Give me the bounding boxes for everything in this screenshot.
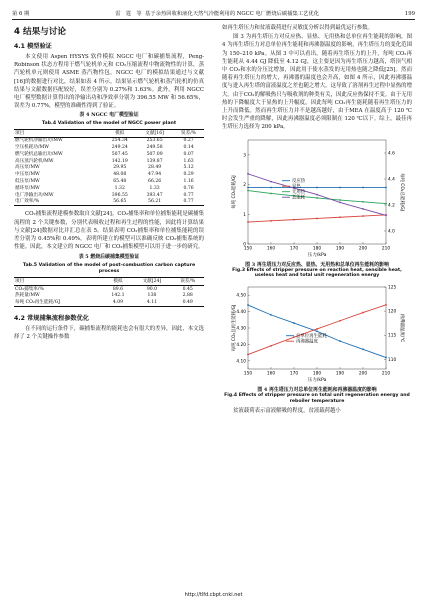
data-point — [316, 193, 318, 195]
x-tick-label: 190 — [335, 246, 345, 252]
table-cell: 0.14 — [183, 145, 194, 151]
header-authors: 雷 霆 等 — [115, 11, 142, 17]
table-cell: 47.94 — [148, 172, 162, 178]
x-tick-label: 210 — [381, 371, 391, 377]
x-tick-label: 200 — [358, 371, 368, 377]
table-cell: 0.76 — [183, 185, 194, 191]
y2-tick-label: 4.4 — [388, 177, 395, 183]
figure-caption-en: Fig.3 Effects of stripper pressure on reaction heat, sensible heat, useless heat and total unit regeneration energy — [232, 267, 402, 279]
data-point — [293, 336, 295, 338]
data-point — [362, 215, 364, 217]
table-cell: 4.09 — [112, 300, 124, 306]
header-title — [115, 9, 319, 17]
table-cell: 循环泵/MW — [15, 185, 40, 191]
left-column — [14, 24, 204, 343]
table-row — [14, 144, 204, 151]
y2-tick-label: 110 — [388, 357, 397, 363]
x-tick-label: 180 — [312, 246, 322, 252]
y-tick-label: 4.40 — [236, 310, 246, 316]
data-point — [339, 186, 341, 188]
running-header — [12, 7, 415, 17]
table-capture-validation — [14, 277, 204, 307]
table-cell: 2.88 — [182, 293, 193, 299]
table-cell: 253.65 — [146, 138, 163, 144]
data-point — [385, 186, 387, 188]
data-point — [339, 216, 341, 218]
data-point — [339, 340, 341, 342]
table-cell: 0.27 — [183, 138, 194, 144]
y2-tick-label: 4.0 — [388, 229, 395, 235]
legend-label: 反应热 — [292, 178, 306, 184]
table-cell: 507.45 — [111, 151, 128, 157]
table-cell: 139.87 — [146, 158, 163, 164]
subsection-title: 4.1 模型验证 — [14, 43, 52, 50]
legend-label: 再沸器温度 — [296, 339, 318, 345]
table-cell: 燃气轮机总输出功/MW — [15, 151, 63, 157]
column-header: 项目 — [15, 278, 25, 284]
x-tick-label: 180 — [312, 371, 322, 377]
table-cell: 142.19 — [111, 158, 128, 164]
y-tick-label: 4.50 — [236, 293, 246, 299]
y-tick-label: 3 — [243, 152, 246, 158]
table-cell: 0.77 — [183, 192, 194, 198]
y2-tick-label: 125 — [388, 285, 397, 291]
data-point — [247, 189, 249, 191]
data-point — [270, 345, 272, 347]
data-point — [247, 186, 249, 188]
table-cell: 0.29 — [183, 172, 194, 178]
table-cell: 0.49 — [182, 300, 193, 306]
table-cell: 28.49 — [148, 165, 162, 171]
paragraph: CO₂捕集流程建模参数取自文献[24]。CO₂捕集率和单位捕集能耗是碳捕集流程的 2 个关键参数，分别代表吸收过程和再生过程的性能，因此将计算结果与文献[24]数据对比并汇总在表 5。结果表明 CO₂捕集率和单位捕集能耗的误差分别为 0.45%和 0.49%，表明所建立的模型可以准确反映 CO₂捕集系统的性能。因此，本文建立的 NGCC 电厂和 CO₂捕集模型可以用于进一步的研究。 — [14, 211, 204, 251]
table-row — [14, 178, 204, 185]
table-cell: 48.08 — [113, 172, 127, 178]
table-cell: 中压泵/MW — [15, 172, 40, 178]
table-row — [14, 172, 204, 179]
data-point — [247, 354, 249, 356]
data-point — [270, 220, 272, 222]
data-point — [247, 221, 249, 223]
table-cell: 56.65 — [113, 199, 127, 205]
table-cell: 热耗量/MW — [15, 293, 40, 299]
table-row — [14, 185, 204, 192]
table-cell: 507.09 — [146, 151, 163, 157]
table-caption: 表 5 燃烧后碳捕集模型验证 — [78, 254, 140, 261]
data-point — [385, 202, 387, 204]
x-tick-label: 160 — [266, 246, 276, 252]
data-point — [385, 357, 387, 359]
table-cell: 254.34 — [111, 138, 128, 144]
table-cell: 电厂净输出功/MW — [15, 192, 54, 198]
data-point — [247, 304, 249, 306]
figure-4-chart — [222, 283, 412, 383]
paragraph: 在不同的运行条件下，碳捕集流程的能耗也会有很大的差异，因此，本文选择了 2 个关键操作参数 — [14, 326, 204, 341]
column-header: 模拟 — [115, 130, 125, 136]
figure-caption-en: Fig.4 Effects of stripper pressure on total unit regeneration energy and reboiler temperature — [224, 393, 410, 404]
table-cell: 低压泵/MW — [15, 178, 40, 184]
table-row — [14, 199, 204, 206]
table-cell: 电厂效率/% — [15, 199, 40, 205]
table-cell: 66.26 — [148, 178, 162, 184]
data-point — [339, 201, 341, 203]
data-point — [316, 197, 318, 199]
data-point — [362, 348, 364, 350]
data-point — [385, 214, 387, 216]
table-caption: 表 4 NGCC 电厂模型验证 — [79, 112, 139, 119]
y2-axis-label: 每吨 CO₂总能耗/GJ — [399, 172, 404, 211]
data-point — [339, 320, 341, 322]
table-cell: 90.0 — [146, 286, 158, 292]
y2-tick-label: 120 — [388, 309, 397, 315]
column-header: 误差/% — [180, 278, 196, 284]
right-column — [222, 24, 412, 417]
y2-tick-label: 4.6 — [388, 151, 395, 157]
x-tick-label: 160 — [266, 371, 276, 377]
column-header: 项目 — [15, 130, 25, 136]
y-axis-label: 每吨 CO₂能耗/GJ — [232, 174, 237, 209]
figure-4 — [222, 283, 412, 404]
column-header: 模拟 — [113, 278, 123, 284]
y-tick-label: 4.20 — [236, 342, 246, 348]
table-row — [14, 158, 204, 165]
x-axis-label: 压力/kPa — [307, 252, 327, 258]
data-point — [293, 322, 295, 324]
data-point — [316, 330, 318, 332]
data-point — [339, 199, 341, 201]
column-header: 误差/% — [181, 130, 197, 136]
data-point — [362, 208, 364, 210]
figure-caption: 图 3 再生塔压力对反应热、显热、无用热和总单位再生能耗的影响 — [245, 261, 389, 268]
table-cell: 138 — [147, 293, 157, 299]
x-tick-label: 170 — [289, 246, 299, 252]
data-point — [316, 186, 318, 188]
legend-label: 总能耗 — [292, 195, 306, 201]
table-cell: 396.55 — [111, 192, 128, 198]
table-caption-en: Tab.5 Validation of the model of post-combustion carbon capture process — [22, 262, 196, 274]
table-row — [14, 285, 204, 292]
x-tick-label: 190 — [335, 371, 345, 377]
table-row — [14, 165, 204, 172]
x-tick-label: 210 — [381, 246, 391, 252]
legend-label: 总单位再生能耗 — [296, 334, 327, 340]
paragraph: 本文使用 Aspen HYSYS 软件模拟 NGCC 电厂和碳捕集流程，Peng-Robinson 状态方程用于燃气轮机单元和 CO₂压缩流程中物流物性的计算，蒸汽轮机单元则使用 ASME 蒸汽物性包。NGCC 电厂的模拟结果通过与文献[16]的数据进行对比，结果如表 4 所示。结果显示燃气轮机和蒸汽轮机的仿真结果与文献数据匹配较好，误差分别为 0.27%和 1.63%。此外，利用 NGCC 电厂模型数据计算得出的净输出功和净效率分别为 396.55 MW 和 56.65%，误差为 0.77%，模型的准确性得到了验证。 — [14, 54, 204, 110]
table-cell: 5.12 — [183, 165, 194, 171]
figure-3 — [222, 136, 412, 279]
table-cell: 每吨 CO₂再生能耗/GJ — [15, 300, 61, 306]
table-cell: 1.63 — [183, 158, 194, 164]
table-cell: 29.95 — [113, 165, 127, 171]
data-point — [316, 217, 318, 219]
table-caption-en: Tab.4 Validation of the model of NGCC power plant — [41, 120, 177, 126]
data-point — [270, 192, 272, 194]
figure-caption: 图 4 再生塔压力对总单位再生能耗和再沸器温度的影响 — [257, 387, 377, 394]
table-cell: 0.07 — [183, 151, 194, 157]
footer-url: http://tlfd.cbpt.cnki.net — [184, 592, 243, 598]
table-cell: 393.47 — [146, 192, 163, 198]
data-point — [362, 201, 364, 203]
table-cell: 1.32 — [114, 185, 125, 191]
table-cell: 249.58 — [146, 145, 163, 151]
legend-label: 无用热 — [292, 189, 306, 195]
x-axis-label: 压力/kPa — [307, 378, 327, 384]
data-point — [362, 312, 364, 314]
paragraph: 图 3 为再生塔压力对反应热、显热、无用热和总单位再生能耗的影响，图 4 为再生塔压力对总单位再生能耗和再沸器温度的影响，再生塔压力的变化范围为 150–210 kPa。从图 3 中可以看出，随着再生塔压力的上升，每吨 CO₂再生能耗从 4.44 GJ 降低至 4.12 GJ，这主要是因为再生塔压力越高，塔顶气相中 CO₂和水的分压比增加，因此用于使水蒸发的无用热也随之降低[25]。然而随着再生塔压力的增大，再沸器的温度也会升高，如图 4 所示，因此再沸器温度与进入再生塔的富液温度之差也随之增大，这导致了溶剂再生过程中显热的增大。由于CO₂的解吸热只与吸收剂的种类有关，因此反应热保持不变。由于无用热的下降幅度大于显热的上升幅度，因此每吨 CO₂再生能耗随着再生塔压力的上升而降低。然而再生塔压力并不是越高越好，由于MEA 在温度高于 120 ℃时会发生严重的降解，因此再沸器温度必须限制在 120 ℃以下。综上，最佳再生塔压力选择为 200 kPa。 — [222, 34, 412, 131]
y-tick-label: 4.30 — [236, 326, 246, 332]
x-tick-label: 170 — [289, 371, 299, 377]
table-ngcc-validation — [14, 129, 204, 207]
table-row — [14, 137, 204, 144]
subsection-title: 4.2 常规捕集流程参数优化 — [14, 315, 89, 323]
table-row — [14, 299, 204, 306]
table-cell: 1.33 — [149, 185, 160, 191]
issue-number: 第 6 期 — [12, 11, 30, 17]
y2-tick-label: 4.2 — [388, 203, 395, 209]
x-tick-label: 150 — [243, 246, 253, 252]
table-cell: CO₂捕集率/% — [15, 286, 44, 292]
table-row — [14, 192, 204, 199]
table-cell: 89.6 — [112, 286, 124, 292]
header-rule — [12, 19, 415, 20]
table-cell: 65.48 — [113, 178, 127, 184]
legend-label: 显热 — [292, 184, 301, 190]
table-cell: 0.45 — [182, 286, 193, 292]
table-header-row — [14, 129, 204, 137]
table-row — [14, 151, 204, 158]
table-cell: 56.21 — [148, 199, 162, 205]
x-tick-label: 200 — [358, 246, 368, 252]
y-tick-label: 2 — [243, 182, 246, 188]
table-cell: 249.24 — [111, 145, 128, 151]
y-axis-label: 每吨 CO₂总再生能耗/GJ — [232, 304, 237, 352]
data-point — [270, 180, 272, 182]
table-header-row — [14, 278, 204, 286]
paragraph: 如再生塔压力和贫液载荷进行灵敏度分析以得到最优运行参数。 — [222, 25, 373, 31]
data-point — [270, 314, 272, 316]
data-point — [362, 186, 364, 188]
y-tick-label: 4.10 — [236, 359, 246, 365]
header-article-title: 基于余热回收和液化天然气冷能利用的 NGCC 电厂燃烧后碳捕集工艺优化 — [145, 11, 320, 17]
section-title: 4 结果与讨论 — [14, 27, 66, 37]
y2-axis-label: 再沸器温度/℃ — [399, 313, 404, 343]
y-tick-label: 0 — [243, 242, 246, 248]
table-cell: 高压泵/MW — [15, 165, 40, 171]
table-cell: 4.11 — [146, 300, 158, 306]
data-point — [270, 186, 272, 188]
data-point — [316, 328, 318, 330]
table-cell: 1.16 — [183, 178, 194, 184]
paragraph: 贫液载荷表示富液解吸的程度，贫液载荷越小 — [233, 408, 341, 415]
table-row — [14, 293, 204, 300]
column-header: 文献[16] — [145, 130, 164, 136]
page-number: 199 — [404, 11, 415, 17]
data-point — [247, 173, 249, 175]
figure-3-chart — [222, 136, 412, 258]
table-cell: 空压机耗功/MW — [15, 145, 49, 151]
plot-frame — [248, 140, 386, 244]
data-point — [385, 304, 387, 306]
column-header: 文献[24] — [142, 278, 162, 284]
data-point — [293, 218, 295, 220]
table-cell: 高压蒸汽轮机/MW — [15, 158, 54, 164]
y-tick-label: 1 — [243, 212, 246, 218]
table-cell: 0.77 — [183, 199, 194, 205]
plot-frame — [248, 287, 386, 369]
x-tick-label: 150 — [243, 371, 253, 377]
table-cell: 燃气轮机净输出功/MW — [15, 138, 63, 144]
y2-tick-label: 115 — [388, 333, 397, 339]
table-cell: 142.1 — [111, 293, 125, 299]
